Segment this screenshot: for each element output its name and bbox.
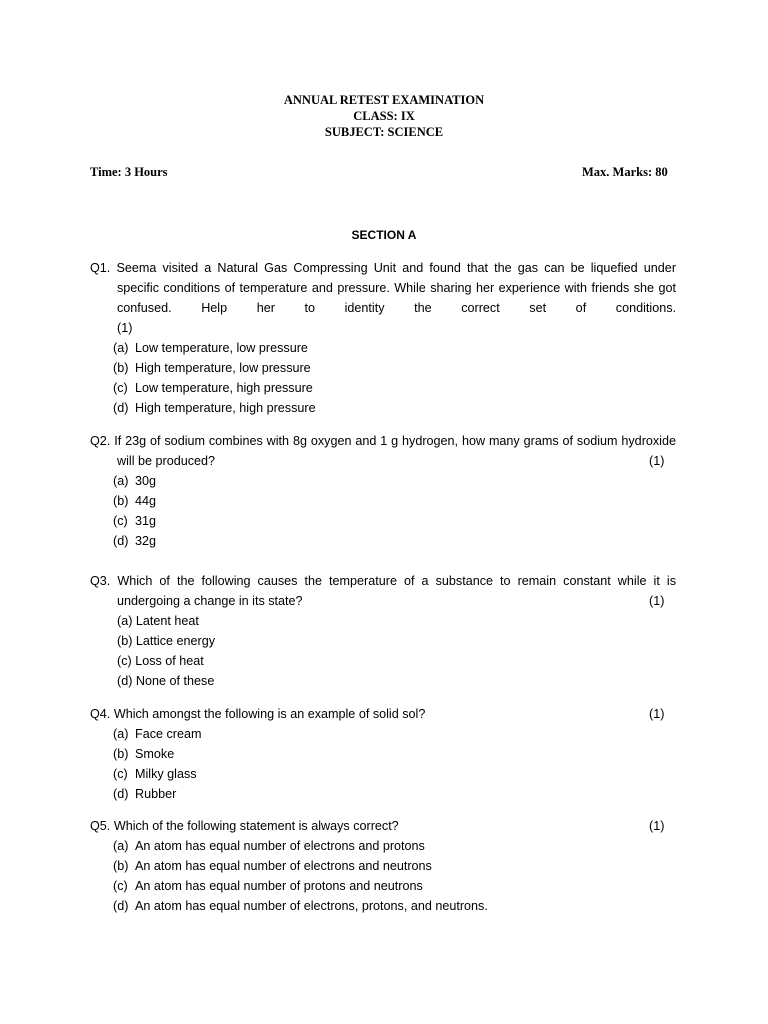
option-label: (b) — [113, 747, 129, 761]
option-d — [90, 896, 676, 916]
question-body: If 23g of sodium combines with 8g oxygen and 1 g hydrogen, how many grams of sodium hydroxide will be produced? — [114, 434, 676, 468]
question-body: Which amongst the following is an example of solid sol? — [113, 707, 426, 721]
question-text: Q3. Which of the following causes the temperature of a substance to remain constant while it is undergoing a change in its state? (1) — [90, 574, 676, 608]
exam-time: Time: 3 Hours — [90, 165, 168, 179]
question-text — [90, 258, 676, 318]
question-3 — [90, 571, 676, 691]
question-4 — [90, 704, 676, 804]
exam-subject: SUBJECT: SCIENCE — [324, 125, 444, 139]
option-label: (a) — [113, 727, 129, 741]
option-d — [90, 671, 676, 691]
option-text: An atom has equal number of electrons and neutrons — [135, 859, 432, 873]
option-a — [90, 836, 676, 856]
question-body: Which of the following statement is always correct? — [113, 819, 399, 833]
option-label: (c) — [117, 654, 132, 668]
option-text: Milky glass — [135, 767, 197, 781]
option-label: (d) — [113, 401, 129, 415]
option-text: High temperature, high pressure — [135, 401, 316, 415]
option-c — [90, 511, 676, 531]
option-text: An atom has equal number of protons and neutrons — [135, 879, 423, 893]
option-label: (c) — [113, 381, 128, 395]
option-label: (a) — [113, 341, 129, 355]
exam-title: ANNUAL RETEST EXAMINATION — [283, 93, 485, 107]
option-b — [90, 358, 676, 378]
question-number: Q2. — [90, 434, 111, 448]
option-d — [90, 784, 676, 804]
option-b — [90, 631, 676, 651]
option-b — [90, 744, 676, 764]
option-label: (a) — [117, 614, 133, 628]
question-text: Q4. Which amongst the following is an example of solid sol? (1) — [90, 707, 665, 721]
option-text: Rubber — [135, 787, 177, 801]
option-a — [90, 724, 676, 744]
option-label: (d) — [113, 787, 129, 801]
option-text: Loss of heat — [135, 654, 204, 668]
question-number: Q3. — [90, 574, 111, 588]
question-5 — [90, 816, 676, 916]
question-body: Which of the following causes the temperature of a substance to remain constant while it is undergoing a change in its state? — [117, 574, 676, 608]
option-label: (d) — [113, 534, 129, 548]
option-label: (b) — [113, 494, 129, 508]
option-d — [90, 531, 676, 551]
exam-class: CLASS: IX — [353, 109, 415, 123]
question-2 — [90, 431, 676, 551]
exam-header — [0, 92, 768, 140]
option-b — [90, 856, 676, 876]
question-text: Q5. Which of the following statement is always correct? (1) — [90, 819, 665, 833]
question-number: Q1. — [90, 261, 111, 275]
question-body: Seema visited a Natural Gas Compressing Unit and found that the gas can be liquefied under specific conditions of temperature and pressure. While sharing her experience with friends she got confused. Help her to identity the correct set of conditions. — [116, 261, 677, 315]
option-a — [90, 338, 676, 358]
option-text: Low temperature, low pressure — [135, 341, 308, 355]
option-label: (c) — [113, 514, 128, 528]
option-text: 44g — [135, 494, 157, 508]
option-a — [90, 471, 676, 491]
option-text: An atom has equal number of electrons, protons, and neutrons. — [135, 899, 488, 913]
option-d — [90, 398, 676, 418]
option-label: (d) — [113, 899, 129, 913]
question-1 — [90, 258, 676, 418]
option-label: (d) — [117, 674, 133, 688]
option-label: (b) — [113, 361, 129, 375]
option-a — [90, 611, 676, 631]
question-number: Q4. — [90, 707, 111, 721]
option-text: 31g — [135, 514, 157, 528]
option-c — [90, 764, 676, 784]
question-marks: (1) — [117, 321, 133, 335]
option-text: Lattice energy — [135, 634, 216, 648]
option-c — [90, 876, 676, 896]
option-text: Smoke — [135, 747, 175, 761]
option-text: High temperature, low pressure — [135, 361, 311, 375]
option-text: An atom has equal number of electrons and protons — [135, 839, 425, 853]
exam-max-marks: Max. Marks: 80 — [582, 165, 668, 179]
option-label: (c) — [113, 879, 128, 893]
section-title: SECTION A — [351, 228, 417, 242]
option-text: Low temperature, high pressure — [135, 381, 313, 395]
question-text: Q2. If 23g of sodium combines with 8g oxygen and 1 g hydrogen, how many grams of sodium hydroxide will be produced? (1) — [90, 434, 676, 468]
option-c — [90, 378, 676, 398]
option-text: 30g — [135, 474, 157, 488]
option-text: None of these — [135, 674, 215, 688]
option-label: (a) — [113, 474, 129, 488]
option-label: (a) — [113, 839, 129, 853]
option-c — [90, 651, 676, 671]
option-b — [90, 491, 676, 511]
option-text: Face cream — [135, 727, 202, 741]
option-text: 32g — [135, 534, 157, 548]
option-text: Latent heat — [135, 614, 199, 628]
option-label: (b) — [117, 634, 133, 648]
option-label: (b) — [113, 859, 129, 873]
option-label: (c) — [113, 767, 128, 781]
question-number: Q5. — [90, 819, 111, 833]
